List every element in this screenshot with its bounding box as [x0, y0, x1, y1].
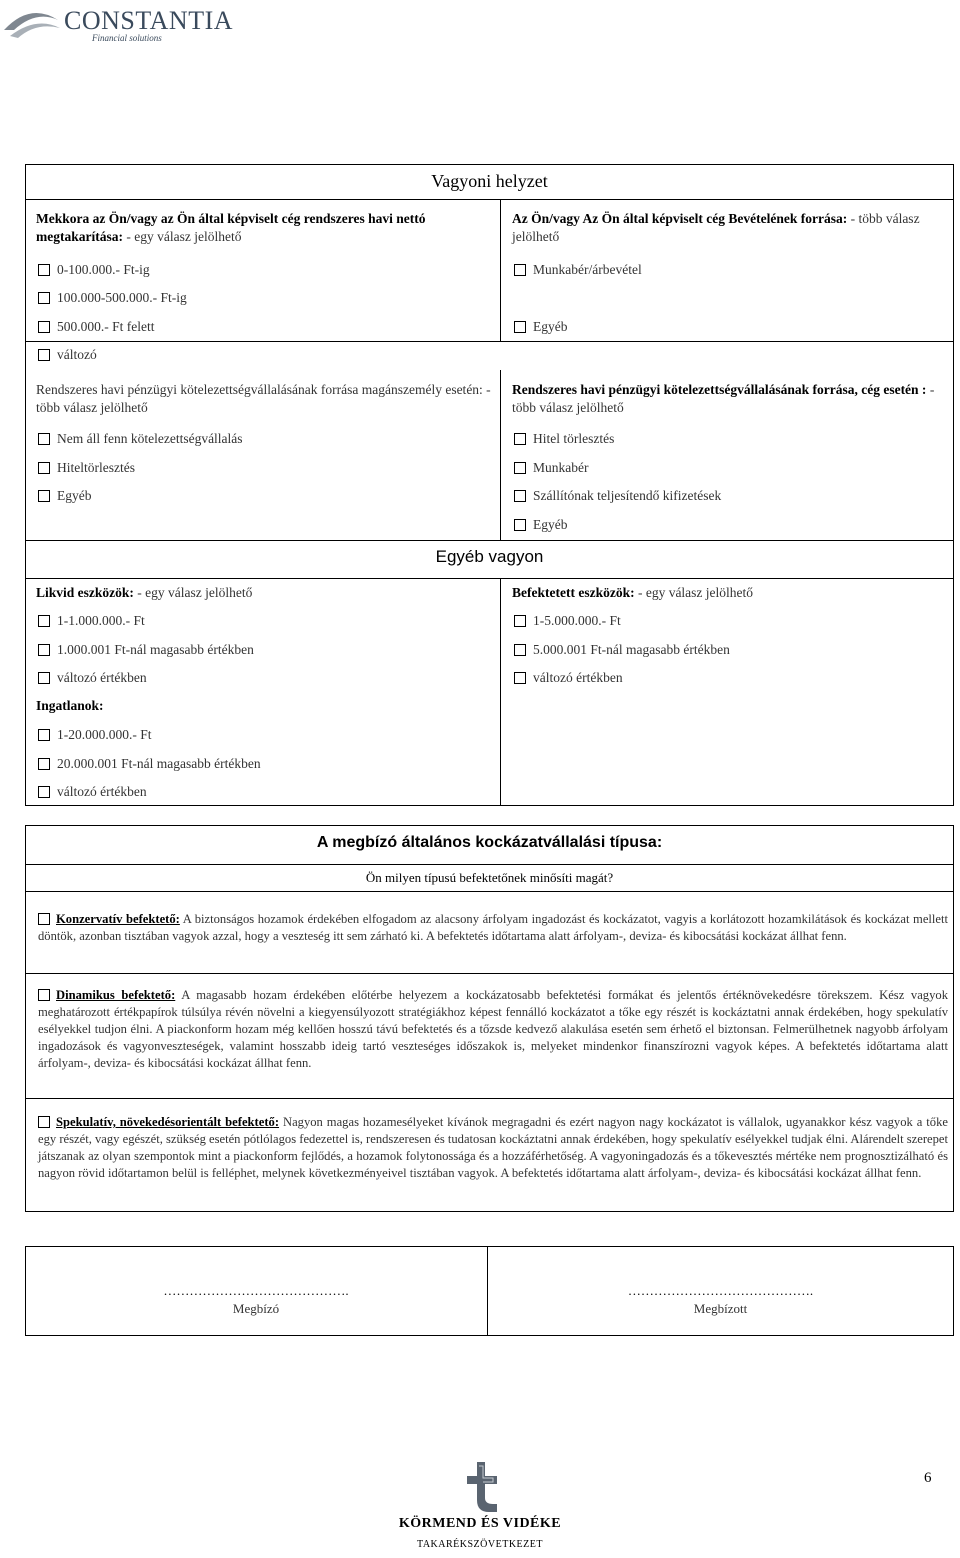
checkbox-icon[interactable]: [38, 462, 50, 474]
private-obligation-option-1[interactable]: Nem áll fenn kötelezettségvállalás: [38, 431, 243, 447]
checkbox-icon[interactable]: [514, 519, 526, 531]
checkbox-icon[interactable]: [514, 672, 526, 684]
checkbox-icon[interactable]: [38, 349, 50, 361]
dynamic-option[interactable]: Dinamikus befektető: A magasabb hozam érdekében előtérbe helyezem a kockázatosabb befektetési formákat és jelentős értéknövekedésre törekszem. Kész vagyok meghatározott értékpapírok túlsúlya révén növelni a kiegyensúlyozott stratégiákhoz képest fennálló kockázatot a tőke egy részét is kockáztatni annak érdekében, hogy spekulatív esélyekkel tudjon élni. A piackonform hozam még kellően hosszú távú befektetés és a tőzsde kedvező alakulása esetén sem érhető el biztonsan. Felmerülhetnek nagyobb árfolyam ingadozások és vagyonveszteségek, valamint hosszabb ideig tartó veszteséges időszakok is, melyeket mindenkor finanszírozni vagyok képes. A befektetés időtartama alatt árfolyam-, deviza- és kibocsátási kockázat állhat fenn.: [38, 988, 948, 1070]
checkbox-icon[interactable]: [38, 292, 50, 304]
checkbox-icon[interactable]: [38, 433, 50, 445]
bank-t-logo-icon: [457, 1460, 505, 1514]
risk-question: Ön milyen típusú befektetőnek minősíti magát?: [365, 870, 614, 885]
checkbox-icon[interactable]: [38, 644, 50, 656]
real-estate-title: Ingatlanok:: [36, 698, 104, 713]
savings-option-4[interactable]: változó: [38, 347, 97, 363]
invested-option-1[interactable]: 1-5.000.000.- Ft: [514, 613, 621, 629]
invested-option-3[interactable]: változó értékben: [514, 670, 623, 686]
company-obligation-question: Rendszeres havi pénzügyi kötelezettségvállalásának forrása, cég esetén : - több válasz jelölhető: [512, 382, 935, 415]
checkbox-icon[interactable]: [514, 264, 526, 276]
bank-subtitle: TAKARÉKSZÖVETKEZET: [417, 1539, 543, 1550]
checkbox-icon[interactable]: [38, 729, 50, 741]
signature-label-client: Megbízó: [232, 1301, 280, 1316]
savings-option-1[interactable]: 0-100.000.- Ft-ig: [38, 262, 150, 278]
page-number: 6: [924, 1470, 932, 1486]
conservative-option[interactable]: Konzervatív befektető: A biztonságos hozamok érdekében elfogadom az alacsony árfolyam ingadozást és kockázatot, vagyis a korlátozott hozamkilátások és kockázat mellett döntök, azonban tisztában vagyok azzal, hogy a veszteség itt sem zárható ki. A befektetés időtartama alatt árfolyam-, deviza- és kibocsátási kockázat állhat fenn.: [38, 912, 948, 943]
checkbox-icon[interactable]: [514, 490, 526, 502]
brand-name: CONSTANTIA: [64, 6, 234, 35]
checkbox-icon[interactable]: [38, 264, 50, 276]
bank-logo: [385, 1460, 575, 1558]
savings-option-2[interactable]: 100.000-500.000.- Ft-ig: [38, 290, 187, 306]
real-estate-option-3[interactable]: változó értékben: [38, 784, 147, 800]
checkbox-icon[interactable]: [38, 989, 50, 1001]
checkbox-icon[interactable]: [38, 615, 50, 627]
private-obligation-option-2[interactable]: Hiteltörlesztés: [38, 460, 135, 476]
income-option-2[interactable]: Egyéb: [514, 319, 568, 335]
speculative-option[interactable]: Spekulatív, növekedésorientált befektető: Nagyon magas hozamesélyeket kívánok megragadni és ezért nagyon nagy kockázatot is vállalok, ugyanakkor kész vagyok a tőke egy részét, vagy egészét, szükség esetén pótlólagos fedezettel is, rendszeresen és tudatosan kockáztatni annak érdekében, hogy spekulatív esélyekkel tudjak élni. Alárendelt szerepet játszanak az olyan szempontok mint a piackonform fejlődés, a hozamok folytonossága és a hozzáférhetőség. A vagyoningadozás és a tőkevesztés mértéke nem prognosztizálható és nagyon rövid időtartamon belül is felléphet, melynek következményeivel tisztában vagyok. A befektetés időtartama alatt árfolyam-, deviza- és kibocsátási kockázat állhat fenn.: [38, 1115, 948, 1180]
checkbox-icon[interactable]: [38, 490, 50, 502]
savings-question: Mekkora az Ön/vagy az Ön által képviselt cég rendszeres havi nettó megtakarítása: - egy válasz jelölhető: [36, 211, 426, 244]
private-obligation-question: Rendszeres havi pénzügyi kötelezettségvállalásának forrása magánszemély esetén: -több válasz jelölhető: [36, 382, 491, 415]
real-estate-option-2[interactable]: 20.000.001 Ft-nál magasabb értékben: [38, 756, 261, 772]
private-obligation-option-3[interactable]: Egyéb: [38, 488, 92, 504]
company-obligation-option-4[interactable]: Egyéb: [514, 517, 568, 533]
liquid-option-2[interactable]: 1.000.001 Ft-nál magasabb értékben: [38, 642, 254, 658]
checkbox-icon[interactable]: [514, 644, 526, 656]
company-obligation-option-3[interactable]: Szállítónak teljesítendő kifizetések: [514, 488, 721, 504]
checkbox-icon[interactable]: [514, 433, 526, 445]
real-estate-option-1[interactable]: 1-20.000.000.- Ft: [38, 727, 152, 743]
asset-table: [25, 164, 954, 806]
checkbox-icon[interactable]: [514, 321, 526, 333]
checkbox-icon[interactable]: [514, 462, 526, 474]
invested-option-2[interactable]: 5.000.001 Ft-nál magasabb értékben: [514, 642, 730, 658]
risk-title: A megbízó általános kockázatvállalási típusa:: [316, 834, 663, 851]
checkbox-icon[interactable]: [38, 321, 50, 333]
signature-line-agent: …………………………………….: [627, 1283, 814, 1298]
vagyoni-title: Vagyoni helyzet: [431, 171, 548, 191]
signature-line-client: …………………………………….: [163, 1283, 349, 1298]
income-source-question: Az Ön/vagy Az Ön által képviselt cég Bevételének forrása: - több válasz jelölhető: [512, 211, 920, 244]
liquid-option-3[interactable]: változó értékben: [38, 670, 147, 686]
liquid-assets-question: Likvid eszközök: - egy válasz jelölhető: [36, 585, 253, 600]
checkbox-icon[interactable]: [38, 913, 50, 925]
egyeb-title: Egyéb vagyon: [435, 547, 544, 566]
liquid-option-1[interactable]: 1-1.000.000.- Ft: [38, 613, 145, 629]
income-option-1[interactable]: Munkabér/árbevétel: [514, 262, 642, 278]
company-obligation-option-2[interactable]: Munkabér: [514, 460, 588, 476]
bank-name: KÖRMEND ÉS VIDÉKE: [398, 1516, 562, 1531]
brand-subtitle: Financial solutions: [92, 33, 162, 43]
company-obligation-option-1[interactable]: Hitel törlesztés: [514, 431, 614, 447]
savings-option-3[interactable]: 500.000.- Ft felett: [38, 319, 155, 335]
signature-label-agent: Megbízott: [693, 1301, 748, 1316]
invested-assets-question: Befektetett eszközök: - egy válasz jelölhető: [512, 585, 754, 600]
checkbox-icon[interactable]: [38, 1116, 50, 1128]
checkbox-icon[interactable]: [38, 786, 50, 798]
checkbox-icon[interactable]: [514, 615, 526, 627]
constantia-logo: [0, 0, 260, 44]
checkbox-icon[interactable]: [38, 672, 50, 684]
checkbox-icon[interactable]: [38, 758, 50, 770]
